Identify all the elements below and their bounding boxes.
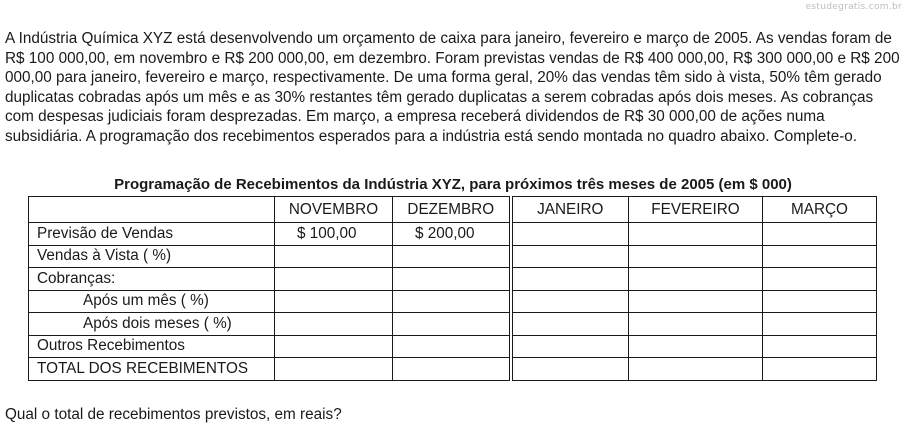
row-label: Vendas à Vista ( %) — [29, 245, 275, 268]
table-cell — [511, 358, 629, 381]
table-cell — [275, 358, 393, 381]
table-cell — [629, 335, 763, 358]
header-cell-janeiro: JANEIRO — [511, 197, 629, 223]
row-label: TOTAL DOS RECEBIMENTOS — [29, 358, 275, 381]
table-cell — [763, 335, 877, 358]
row-label: Após um mês ( %) — [29, 290, 275, 313]
header-cell-marco: MARÇO — [763, 197, 877, 223]
table-cell — [275, 335, 393, 358]
table-cell — [763, 245, 877, 268]
table-cell — [629, 313, 763, 336]
header-cell-fevereiro: FEVEREIRO — [629, 197, 763, 223]
header-cell-novembro: NOVEMBRO — [275, 197, 393, 223]
table-cell — [393, 335, 511, 358]
table-cell — [629, 223, 763, 246]
table-cell — [393, 358, 511, 381]
question-text: Qual o total de recebimentos previstos, em reais? — [5, 406, 342, 423]
row-label: Cobranças: — [29, 268, 275, 291]
watermark: estudegratis.com.br — [805, 2, 902, 12]
table-row — [29, 335, 877, 358]
table-cell — [275, 313, 393, 336]
table-cell — [511, 335, 629, 358]
table-cell — [511, 245, 629, 268]
table-cell — [275, 268, 393, 291]
table-cell — [275, 290, 393, 313]
table-cell — [629, 290, 763, 313]
row-label: Após dois meses ( %) — [29, 313, 275, 336]
table-row — [29, 268, 877, 291]
table-cell — [763, 313, 877, 336]
table-row — [29, 313, 877, 336]
table-cell — [629, 245, 763, 268]
table-row — [29, 358, 877, 381]
problem-statement: A Indústria Química XYZ está desenvolvendo um orçamento de caixa para janeiro, fevereiro e março de 2005. As vendas foram de R$ 100 000,00, em novembro e R$ 200 000,00, em dezembro. Foram previstas vendas de R$ 400 000,00, R$ 300 000,00 e R$ 200 000,00 para janeiro, fevereiro e março, respectivamente. De uma forma geral, 20% das vendas têm sido à vista, 50% têm gerado duplicatas cobradas após um mês e as 30% restantes têm gerado duplicatas a serem cobradas após dois meses. As cobranças com despesas judiciais foram desprezadas. Em março, a empresa receberá dividendos de R$ 30 000,00 de ações numa subsidiária. A programação dos recebimentos esperados para a indústria está sendo montada no quadro abaixo. Complete-o. — [5, 30, 900, 145]
table-row — [29, 290, 877, 313]
table-cell — [763, 358, 877, 381]
table-cell — [393, 313, 511, 336]
table-cell — [511, 268, 629, 291]
receipts-table — [28, 196, 877, 381]
table-title: Programação de Recebimentos da Indústria XYZ, para próximos três meses de 2005 (em $ 000) — [114, 176, 792, 193]
table-cell — [393, 268, 511, 291]
table-cell: $ 100,00 — [275, 223, 393, 246]
table-cell — [763, 268, 877, 291]
table-cell — [393, 245, 511, 268]
table-cell — [511, 313, 629, 336]
table-cell — [393, 290, 511, 313]
table-row — [29, 245, 877, 268]
table-cell — [763, 290, 877, 313]
header-cell-dezembro: DEZEMBRO — [393, 197, 511, 223]
table-cell: $ 200,00 — [393, 223, 511, 246]
table-row — [29, 223, 877, 246]
table-cell — [511, 290, 629, 313]
table-header-row — [29, 197, 877, 223]
table-cell — [629, 268, 763, 291]
table-cell — [763, 223, 877, 246]
header-cell-label — [29, 197, 275, 223]
table-cell — [511, 223, 629, 246]
table-cell — [629, 358, 763, 381]
row-label: Outros Recebimentos — [29, 335, 275, 358]
row-label: Previsão de Vendas — [29, 223, 275, 246]
table-cell — [275, 245, 393, 268]
